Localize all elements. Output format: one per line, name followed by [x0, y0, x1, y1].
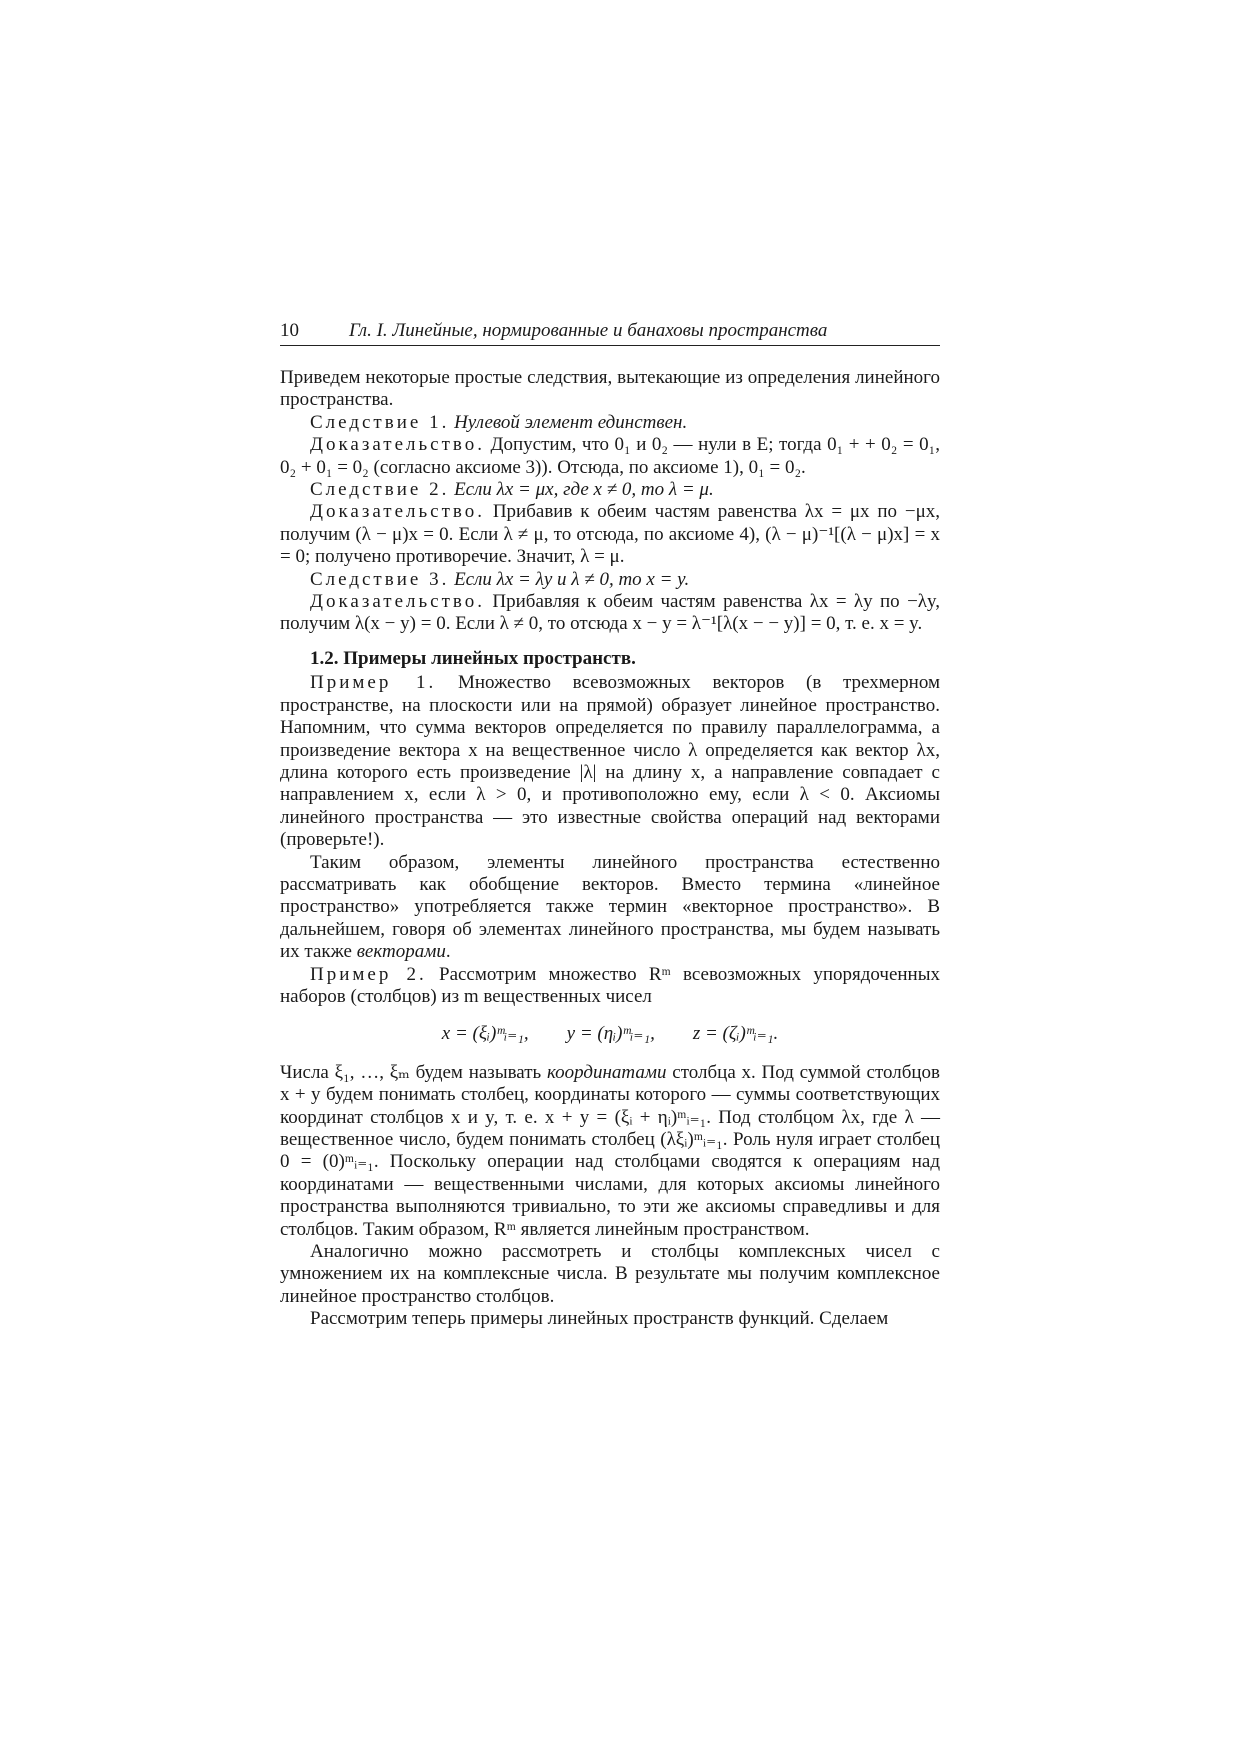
coordinates-paragraph — [280, 1062, 940, 1241]
proof-2-text: Прибавив к обеим частям равенства λx = μx по −μx, получим (λ − μ)x = 0. Если λ ≠ μ, то отсюда, по аксиоме 4), (λ − μ)⁻¹[(λ − μ)x] = x = 0; получено противоречие. Значит, λ = μ. — [280, 501, 941, 568]
corollary-2-statement: Если λx = μx, где x ≠ 0, то λ = μ. — [454, 479, 714, 501]
body-text — [280, 367, 940, 1331]
proof-1 — [280, 434, 940, 479]
coordinates-text-1: Числа ξ₁, …, ξₘ будем называть — [280, 1061, 542, 1083]
corollary-1 — [280, 412, 940, 434]
running-head — [280, 320, 940, 346]
corollary-2 — [280, 479, 940, 501]
proof-3-label: Доказательство. — [310, 591, 485, 613]
vectors-paragraph-text: Таким образом, элементы линейного пространства естественно рассматривать как обобщение векторов. Вместо термина «линейное пространство» употребляется также термин «векторное пространство». В дальнейшем, говоря об элементах линейного пространства, мы будем называть их также — [280, 851, 940, 963]
proof-2 — [280, 501, 940, 568]
example-1 — [280, 672, 940, 851]
complex-columns-paragraph: Аналогично можно рассмотреть и столбцы комплексных чисел с умножением их на комплексные числа. В результате мы получим комплексное линейное пространство столбцов. — [280, 1241, 940, 1307]
proof-2-label: Доказательство. — [310, 501, 485, 523]
example-1-text: Множество всевозможных векторов (в трехмерном пространстве, на плоскости или на прямой) образует линейное пространство. Напомним, что сумма векторов определяется по правилу параллелограмма, а произведение вектора x на вещественное число λ определяется как вектор λx, длина которого есть произведение |λ| на длину x, а направление совпадает с направлением x, если λ > 0, и противоположно ему, если λ < 0. Аксиомы линейного пространства — это известные свойства операций над векторами (проверьте!). — [280, 672, 940, 851]
running-title: Гл. I. Линейные, нормированные и банаховы пространства — [349, 320, 828, 341]
coordinates-text-2: столбца x. Под суммой столбцов x + y будем понимать столбец, координаты которого — суммы соответствующих координат столбцов x и y, т. е. x + y = (ξᵢ + ηᵢ)ᵐᵢ₌₁. Под столбцом λx, где λ — вещественное число, будем понимать столбец (λξᵢ)ᵐᵢ₌₁. Роль нуля играет столбец 0 = (0)ᵐᵢ₌₁. Поскольку операции над столбцами сводятся к операциям над координатами — вещественными числами, для которых аксиомы линейного пространства выполняются тривиально, то эти же аксиомы справедливы и для столбцов. Таким образом, Rᵐ является линейным пространством. — [280, 1061, 941, 1240]
vectors-term: векторами — [356, 941, 446, 963]
last-paragraph: Рассмотрим теперь примеры линейных пространств функций. Сделаем — [310, 1308, 889, 1330]
proof-3-text: Прибавляя к обеим частям равенства λx = λy по −λy, получим λ(x − y) = 0. Если λ ≠ 0, то отсюда x − y = λ⁻¹[λ(x − − y)] = 0, т. е. x = y. — [280, 591, 941, 635]
proof-3 — [280, 591, 940, 636]
example-2-text: Рассмотрим множество Rᵐ всевозможных упорядоченных наборов (столбцов) из m вещественных чисел — [280, 963, 940, 1007]
corollary-1-label: Следствие 1. — [310, 411, 450, 433]
corollary-3-statement: Если λx = λy и λ ≠ 0, то x = y. — [454, 568, 690, 590]
display-formula: x = (ξᵢ)ᵐᵢ₌₁, y = (ηᵢ)ᵐᵢ₌₁, z = (ζᵢ)ᵐᵢ₌₁. — [441, 1023, 779, 1045]
intro-paragraph: Приведем некоторые простые следствия, вытекающие из определения линейного пространства. — [280, 367, 940, 411]
proof-1-text: Допустим, что 0₁ и 0₂ — нули в E; тогда 0₁ + + 0₂ = 0₁, 0₂ + 0₁ = 0₂ (согласно аксиоме 3)). Отсюда, по аксиоме 1), 0₁ = 0₂. — [280, 434, 941, 478]
example-1-label: Пример 1. — [310, 672, 437, 694]
example-2 — [280, 964, 940, 1009]
proof-1-label: Доказательство. — [310, 434, 485, 456]
section-heading: 1.2. Примеры линейных пространств. — [310, 647, 636, 669]
corollary-2-label: Следствие 2. — [310, 479, 450, 501]
corollary-3-label: Следствие 3. — [310, 568, 450, 590]
example-2-label: Пример 2. — [310, 963, 427, 985]
coordinates-term: координатами — [546, 1061, 667, 1083]
text-column — [280, 320, 940, 1331]
vectors-paragraph: Таким образом, элементы линейного пространства естественно рассматривать как обобщение векторов. Вместо термина «линейное пространство» употребляется также термин «векторное пространство». В дальнейшем, говоря об элементах линейного пространства, мы будем называть их также векторами. — [280, 851, 940, 963]
corollary-3 — [280, 569, 940, 591]
corollary-1-statement: Нулевой элемент единствен. — [454, 411, 688, 433]
page-number: 10 — [280, 320, 299, 341]
